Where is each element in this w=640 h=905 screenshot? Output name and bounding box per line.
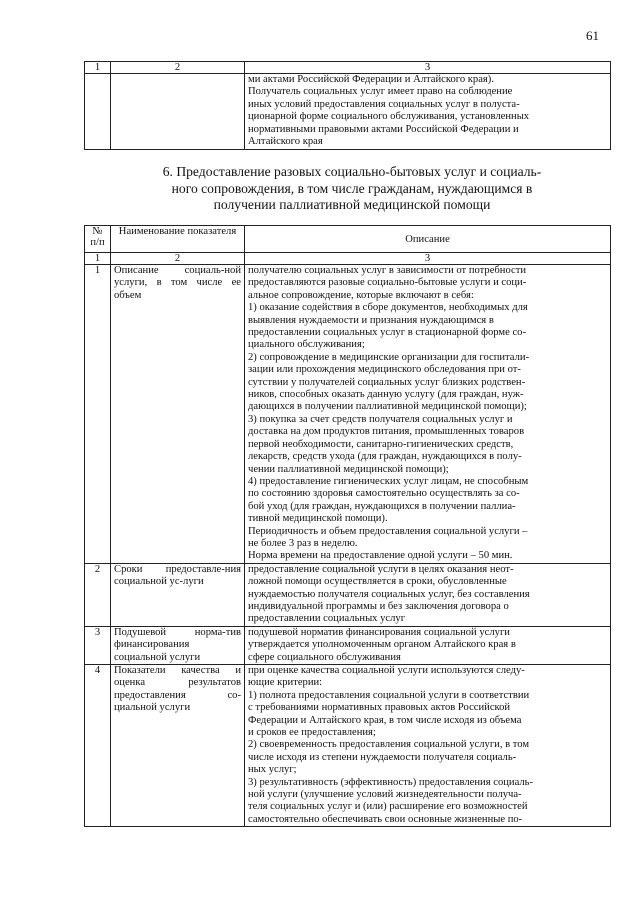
table-row bbox=[85, 563, 611, 626]
text-line: сутствии у получателей социальных услуг близких родствен- bbox=[248, 376, 526, 388]
text-line: Алтайского края bbox=[248, 136, 323, 148]
row-number: 1 bbox=[85, 265, 111, 564]
text-line: ющие критерии: bbox=[248, 677, 323, 689]
text-line: нормативными правовыми актами Российской Федерации и bbox=[248, 123, 519, 135]
text-line: чении паллиативной медицинской помощи); bbox=[248, 463, 449, 475]
table-row bbox=[85, 665, 611, 827]
row-number: 4 bbox=[85, 665, 111, 827]
text-line: иных условий предоставления социальных услуг в полуста- bbox=[248, 98, 520, 110]
text-line: Периодичность и объем предоставления социальной услуги – bbox=[248, 525, 528, 537]
text-line: бой уход (для граждан, нуждающихся в получении паллиа- bbox=[248, 500, 516, 512]
text-line: предоставление социальной услуги в целях оказания неот- bbox=[248, 563, 514, 575]
description-cell bbox=[245, 563, 611, 626]
text-line: ников, способных оказать данную услугу (для граждан, нуж- bbox=[248, 389, 524, 401]
text-line: ми актами Российской Федерации и Алтайского края). bbox=[248, 74, 494, 85]
indicator-name: Сроки предоставле-ния социальной ус-луги bbox=[111, 563, 245, 626]
text-line: тивной медицинской помощи). bbox=[248, 513, 388, 525]
description-cell bbox=[245, 665, 611, 827]
text-line: ной услуги (улучшение условий жизнедеятельности получа- bbox=[248, 789, 522, 801]
column-number: 1 bbox=[85, 62, 111, 74]
column-number: 2 bbox=[111, 62, 245, 74]
column-number: 1 bbox=[85, 253, 111, 265]
text-line: самостоятельно обеспечивать свои основные жизненные по- bbox=[248, 813, 523, 825]
text-line: 3) результативность (эффективность) предоставления социаль- bbox=[248, 776, 534, 788]
text-line: ционарной форме социального обслуживания, установленных bbox=[248, 111, 530, 123]
section-title-line: 6. Предоставление разовых социально-бытовых услуг и социаль- bbox=[162, 164, 542, 179]
description-cell bbox=[245, 265, 611, 564]
text-line: и сроков ее предоставления; bbox=[248, 727, 376, 739]
text-line: подушевой норматив финансирования социальной услуги bbox=[248, 626, 510, 638]
text-line: предоставляются разовые социально-бытовые услуги и соци- bbox=[248, 277, 527, 289]
text-line: зации или прохождения медицинского обследования при от- bbox=[248, 364, 521, 376]
continuation-table-header bbox=[85, 62, 611, 74]
text-line: 1) оказание содействия в сборе документов, необходимых для bbox=[248, 302, 528, 314]
text-line: числе исходя из степени нуждаемости получателя социаль- bbox=[248, 751, 517, 763]
column-number: 3 bbox=[245, 62, 611, 74]
text-line: альное сопровождение, которые включают в себя: bbox=[248, 289, 474, 301]
text-line: предоставлении социальных услуг bbox=[248, 613, 406, 625]
indicator-name: Подушевой норма-тив финансирования социальной услуги bbox=[111, 626, 245, 664]
text-line: дающихся в получении паллиативной медицинской помощи); bbox=[248, 401, 527, 413]
text-line: первой необходимости, санитарно-гигиенических средств, bbox=[248, 438, 514, 450]
description-cell bbox=[245, 74, 611, 150]
description-cell bbox=[245, 626, 611, 664]
text-line: получателю социальных услуг в зависимости от потребности bbox=[248, 265, 527, 276]
text-line: 2) сопровождение в медицинские организации для госпитали- bbox=[248, 351, 530, 363]
indicator-name: Показатели качества и оценка результатов предоставления со-циальной услуги bbox=[111, 665, 245, 827]
text-line: 4) предоставление гигиенических услуг лицам, не способным bbox=[248, 475, 529, 487]
header-name: Наименование показателя bbox=[111, 226, 245, 253]
text-line: 2) своевременность предоставления социальной услуги, в том bbox=[248, 739, 530, 751]
text-line: индивидуальной программы и без заключения договора о bbox=[248, 600, 509, 612]
text-line: предоставлении социальных услуг в стационарной форме со- bbox=[248, 327, 526, 339]
services-table bbox=[84, 225, 611, 827]
text-line: ложной помощи осуществляется в сроки, обусловленные bbox=[248, 576, 507, 588]
section-title bbox=[92, 164, 612, 214]
row-number: 2 bbox=[85, 563, 111, 626]
column-number: 3 bbox=[245, 253, 611, 265]
table-row bbox=[85, 74, 611, 150]
row-number: 3 bbox=[85, 626, 111, 664]
section-title-line: ного сопровождения, в том числе гражданам, нуждающимся в bbox=[171, 180, 533, 196]
text-line: Получатель социальных услуг имеет право на соблюдение bbox=[248, 86, 513, 98]
column-number: 2 bbox=[111, 253, 245, 265]
text-line: Федерации и Алтайского края, в том числе исходя из объема bbox=[248, 714, 522, 726]
text-line: циального обслуживания; bbox=[248, 339, 365, 351]
text-line: 1) полнота предоставления социальной услуги в соответствии bbox=[248, 689, 530, 701]
text-line: по состоянию здоровья самостоятельно осуществлять за со- bbox=[248, 488, 520, 500]
text-line: лекарств, средств ухода (для граждан, нуждающихся в полу- bbox=[248, 451, 522, 463]
column-numbers-row bbox=[85, 253, 611, 265]
header-description: Описание bbox=[245, 226, 611, 253]
page-number: 61 bbox=[586, 28, 599, 43]
text-line: доставка на дом продуктов питания, промышленных товаров bbox=[248, 426, 525, 438]
table-row bbox=[85, 626, 611, 664]
text-line: теля социальных услуг и (или) расширение его возможностей bbox=[248, 801, 528, 813]
section-title-line: получении паллиативной медицинской помощи bbox=[213, 197, 491, 212]
indicator-name: Описание социаль-ной услуги, в том числе ее объем bbox=[111, 265, 245, 564]
text-line: сфере социального обслуживания bbox=[248, 651, 401, 663]
text-line: не более 3 раз в неделю. bbox=[248, 537, 358, 549]
text-line: при оценке качества социальной услуги используются следу- bbox=[248, 665, 525, 676]
text-line: выявления нуждаемости и признания нуждающимся в bbox=[248, 314, 494, 326]
text-line: ных услуг; bbox=[248, 764, 297, 776]
text-line: Норма времени на предоставление одной услуги – 50 мин. bbox=[248, 550, 513, 562]
table-header-row bbox=[85, 226, 611, 253]
header-number: № п/п bbox=[85, 226, 111, 253]
text-line: 3) покупка за счет средств получателя социальных услуг и bbox=[248, 413, 513, 425]
text-line: нуждаемостью получателя социальных услуг, без составления bbox=[248, 588, 530, 600]
continuation-table bbox=[84, 61, 611, 150]
text-line: утверждается уполномоченным органом Алтайского края в bbox=[248, 639, 516, 651]
table-row bbox=[85, 265, 611, 564]
text-line: с требованиями нормативных правовых актов Российской bbox=[248, 702, 511, 714]
